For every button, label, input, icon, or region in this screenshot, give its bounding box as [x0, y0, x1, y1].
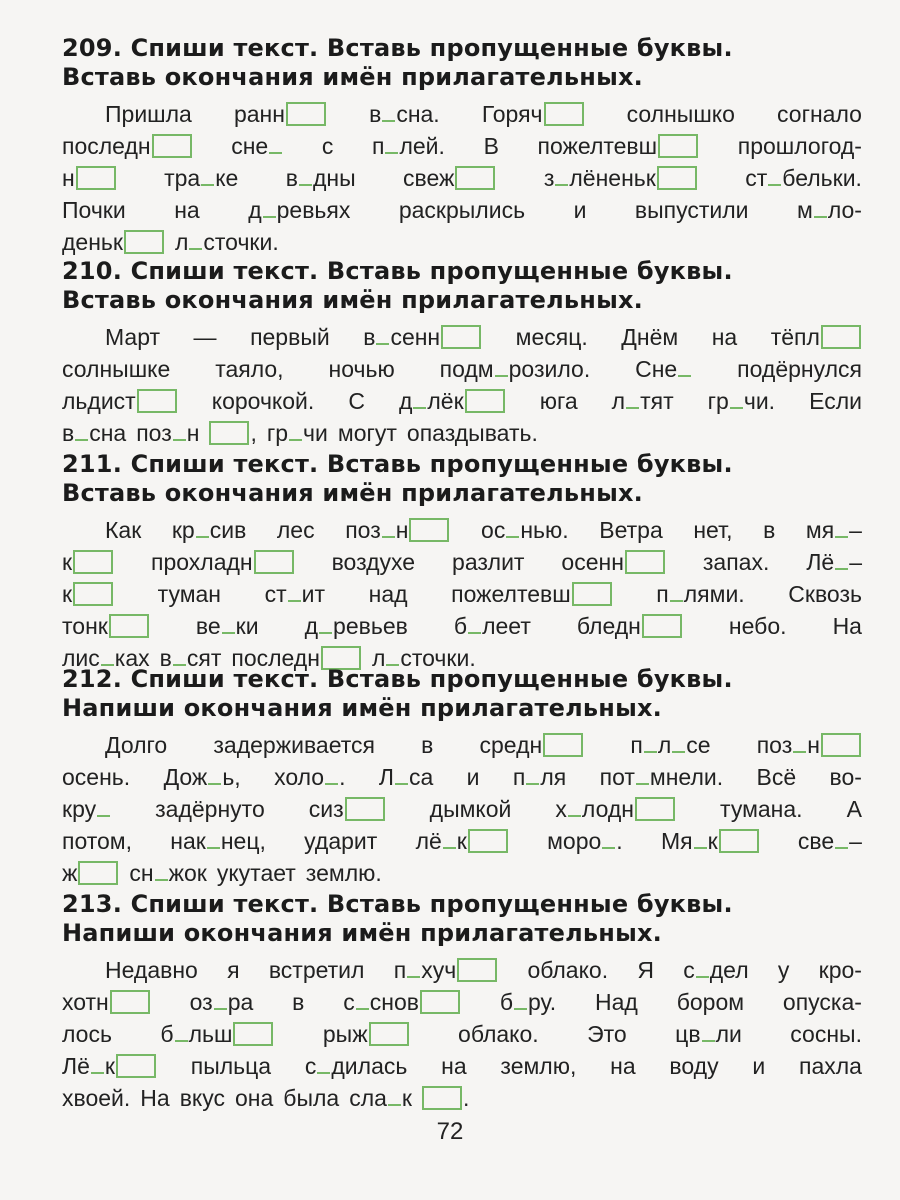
letter-blank [208, 769, 221, 785]
exercise-213 [62, 890, 862, 1114]
word: первый [250, 324, 330, 350]
word: д ревьев [304, 613, 408, 639]
word: пахла [799, 1053, 862, 1079]
ending-blank-box [468, 829, 508, 853]
ending-blank-box [544, 102, 584, 126]
letter-blank [835, 554, 848, 570]
word: в сна. [369, 101, 440, 127]
letter-blank [263, 202, 276, 218]
word: д ревьях [248, 197, 351, 223]
word: тёпл [771, 321, 862, 353]
exercise-text [62, 321, 862, 449]
word: холо . [274, 764, 346, 790]
word: в сят [159, 645, 222, 671]
word: последн [231, 642, 362, 674]
word: в [292, 989, 305, 1015]
word: Сне [635, 353, 692, 385]
ending-blank-box [409, 518, 449, 542]
ending-blank-box [572, 582, 612, 606]
word: све – [797, 828, 862, 854]
word: хотн [62, 986, 151, 1018]
word: кр сив [171, 517, 247, 543]
word: ст ит [264, 581, 326, 607]
word: поз н [757, 729, 862, 761]
letter-blank [388, 1090, 401, 1106]
text-line [62, 825, 862, 857]
word: ст бельки. [745, 165, 862, 191]
word: Недавно [105, 957, 198, 983]
word: Л са [378, 764, 434, 790]
text-line [62, 1018, 862, 1050]
word: пожелтевш [538, 130, 700, 162]
word: пыльца [190, 1053, 272, 1079]
word: она [234, 1085, 274, 1111]
word: На [832, 613, 862, 639]
word: задёрнуто [155, 796, 265, 822]
word: Над [595, 989, 638, 1015]
word: б леет [453, 613, 531, 639]
word: м ло- [797, 197, 862, 223]
word: юга [539, 388, 578, 414]
letter-blank [443, 833, 456, 849]
letter-blank [101, 650, 114, 666]
word: Днём [621, 324, 679, 350]
word: Всё [756, 764, 797, 790]
ending-blank-box [73, 550, 113, 574]
word: разлит [452, 549, 525, 575]
word: была [283, 1085, 340, 1111]
word: поз н [345, 514, 450, 546]
exercise-subtitle: Вставь окончания имён прилагательных. [62, 286, 643, 314]
ending-blank-box [465, 389, 505, 413]
letter-blank [694, 833, 707, 849]
word: л тят [611, 388, 674, 414]
letter-blank [376, 329, 389, 345]
word: Пришла [105, 101, 192, 127]
word: сн жок [129, 860, 207, 886]
ending-blank-box [78, 861, 118, 885]
word: Если [809, 388, 862, 414]
letter-blank [626, 393, 639, 409]
word: Я [637, 957, 654, 983]
word: я [227, 957, 240, 983]
ending-blank-box [657, 166, 697, 190]
letter-blank [214, 994, 227, 1010]
letter-blank [289, 425, 302, 441]
text-line [62, 1050, 862, 1082]
word: лес [276, 517, 315, 543]
text-line [62, 986, 862, 1018]
word: на [610, 1053, 636, 1079]
ending-blank-box [422, 1086, 462, 1110]
letter-blank [91, 1058, 104, 1074]
word: кру [62, 793, 111, 825]
letter-blank [386, 650, 399, 666]
ending-blank-box [76, 166, 116, 190]
word: и [466, 764, 480, 790]
word: встретил [268, 957, 365, 983]
exercise-title: 211. Спиши текст. Вставь пропущенные буквы. [62, 450, 733, 478]
text-line [62, 226, 862, 258]
text-line [62, 729, 862, 761]
ending-blank-box [719, 829, 759, 853]
text-line [62, 194, 862, 226]
letter-blank [317, 1058, 330, 1074]
exercise-text [62, 98, 862, 258]
text-line [62, 98, 862, 130]
letter-blank [768, 170, 781, 186]
word: ранн [234, 98, 327, 130]
exercise-title: 210. Спиши текст. Вставь пропущенные буквы. [62, 257, 733, 285]
word: нак нец, [170, 828, 266, 854]
letter-blank [702, 1026, 715, 1042]
ending-blank-box [821, 325, 861, 349]
ending-blank-box [369, 1022, 409, 1046]
letter-blank [269, 138, 282, 154]
ending-blank-box [457, 958, 497, 982]
word: у [777, 957, 790, 983]
word: выпустили [634, 197, 749, 223]
exercise-212 [62, 665, 862, 889]
word: — [193, 324, 217, 350]
text-line [62, 162, 862, 194]
word: свеж [403, 162, 496, 194]
ending-blank-box [625, 550, 665, 574]
word: деньк [62, 226, 165, 258]
letter-blank [196, 522, 209, 538]
letter-blank [644, 737, 657, 753]
word: л сточки. [174, 229, 279, 255]
word: лось [62, 1021, 112, 1047]
word: Ветра [599, 517, 663, 543]
word: гр чи [266, 420, 328, 446]
exercise-210 [62, 257, 862, 449]
word: солнышке [62, 356, 171, 382]
word: Лё к [62, 1050, 157, 1082]
word: ос нью. [481, 517, 569, 543]
text-line [62, 578, 862, 610]
letter-blank [514, 994, 527, 1010]
word: осень. [62, 764, 131, 790]
text-line [62, 546, 862, 578]
letter-blank [670, 586, 683, 602]
ending-blank-box [109, 614, 149, 638]
word: корочкой. [211, 388, 315, 414]
word: и [573, 197, 587, 223]
letter-blank [222, 618, 235, 634]
word: подм розило. [439, 356, 591, 382]
ending-blank-box [642, 614, 682, 638]
letter-blank [636, 769, 649, 785]
exercise-text [62, 514, 862, 674]
word: д лёк [399, 385, 506, 417]
ending-blank-box [116, 1054, 156, 1078]
letter-blank [468, 618, 481, 634]
letter-blank [382, 106, 395, 122]
word: воздухе [331, 549, 416, 575]
letter-blank [356, 994, 369, 1010]
word: укутает [216, 860, 296, 886]
text-line [62, 857, 862, 889]
word: с дел [683, 957, 749, 983]
ending-blank-box [152, 134, 192, 158]
word: в дны [285, 165, 356, 191]
exercise-subtitle: Вставь окончания имён прилагательных. [62, 479, 643, 507]
text-line [62, 385, 862, 417]
word: осенн [561, 546, 666, 578]
text-line [62, 321, 862, 353]
exercise-subtitle: Вставь окончания имён прилагательных. [62, 63, 643, 91]
word: и [752, 1053, 766, 1079]
exercise-subtitle: Напиши окончания имён прилагательных. [62, 694, 662, 722]
word: нет, [693, 517, 733, 543]
letter-blank [189, 234, 202, 250]
word: ударит [304, 828, 378, 854]
word: сла к . [349, 1085, 470, 1111]
word: л сточки. [371, 645, 476, 671]
word: лис ках [62, 645, 150, 671]
letter-blank [814, 202, 827, 218]
ending-blank-box [455, 166, 495, 190]
word: рыж [323, 1018, 410, 1050]
letter-blank [526, 769, 539, 785]
word: с дилась [304, 1053, 408, 1079]
word: п ля [512, 764, 567, 790]
word: пожелтевш [451, 578, 613, 610]
exercise-211 [62, 450, 862, 674]
word: воду [669, 1053, 719, 1079]
word: Как [105, 517, 142, 543]
letter-blank [175, 1026, 188, 1042]
word: Горяч [482, 98, 585, 130]
word: п лями. [656, 581, 745, 607]
letter-blank [201, 170, 214, 186]
word: прошлогод- [737, 133, 862, 159]
letter-blank [385, 138, 398, 154]
word: опуска- [782, 989, 862, 1015]
word: п лей. [372, 133, 445, 159]
word: над [368, 581, 408, 607]
letter-blank [506, 522, 519, 538]
word: сне [231, 130, 283, 162]
word: раскрылись [398, 197, 526, 223]
letter-blank [696, 962, 709, 978]
word: з лёненьк [544, 162, 698, 194]
word: Мя к [661, 825, 760, 857]
word: землю. [305, 860, 382, 886]
ending-blank-box [635, 797, 675, 821]
word: прохладн [151, 546, 295, 578]
word: сиз [309, 793, 386, 825]
exercise-209 [62, 34, 862, 258]
exercise-title: 213. Спиши текст. Вставь пропущенные буквы. [62, 890, 733, 918]
exercise-text [62, 729, 862, 889]
letter-blank [288, 586, 301, 602]
letter-blank [173, 650, 186, 666]
text-line [62, 353, 862, 385]
letter-blank [75, 425, 88, 441]
word: С [348, 388, 365, 414]
letter-blank [325, 769, 338, 785]
word: ж [62, 857, 119, 889]
letter-blank [495, 361, 508, 377]
word: лё к [416, 825, 509, 857]
word: в [763, 517, 776, 543]
word: на [441, 1053, 467, 1079]
exercise-title: 212. Спиши текст. Вставь пропущенные буквы. [62, 665, 733, 693]
word: ночью [328, 356, 395, 382]
word: б льш [160, 1018, 274, 1050]
word: сосны. [790, 1021, 862, 1047]
letter-blank [299, 170, 312, 186]
word: Лё – [806, 549, 862, 575]
letter-blank [407, 962, 420, 978]
word: подёрнулся [737, 356, 862, 382]
ending-blank-box [821, 733, 861, 757]
word: средн [480, 729, 585, 761]
word: с снов [343, 986, 461, 1018]
letter-blank [207, 833, 220, 849]
word: вкус [179, 1085, 225, 1111]
word: туман [157, 581, 221, 607]
word: оз ра [189, 989, 254, 1015]
ending-blank-box [658, 134, 698, 158]
word: поз н , [136, 420, 257, 446]
word: В [483, 133, 499, 159]
letter-blank [173, 425, 186, 441]
word: с [321, 133, 334, 159]
letter-blank [793, 737, 806, 753]
letter-blank [97, 801, 110, 817]
letter-blank [382, 522, 395, 538]
word: во- [829, 764, 862, 790]
word: потом, [62, 828, 133, 854]
word: хвоей. [62, 1085, 131, 1111]
word: к [62, 578, 114, 610]
word: таяло, [215, 356, 284, 382]
letter-blank [319, 618, 332, 634]
word: Долго [105, 732, 168, 758]
word: солнышко [626, 101, 735, 127]
word: в сенн [363, 321, 482, 353]
word: Дож ь, [163, 764, 241, 790]
letter-blank [602, 833, 615, 849]
ending-blank-box [543, 733, 583, 757]
letter-blank [568, 801, 581, 817]
word: дымкой [429, 796, 512, 822]
ending-blank-box [345, 797, 385, 821]
letter-blank [555, 170, 568, 186]
letter-blank [835, 833, 848, 849]
word: последн [62, 130, 193, 162]
word: тонк [62, 610, 150, 642]
word: цв ли [675, 1021, 742, 1047]
letter-blank [678, 361, 691, 377]
text-line [62, 761, 862, 793]
text-line [62, 793, 862, 825]
word: облако. [458, 1021, 539, 1047]
letter-blank [672, 737, 685, 753]
word: п л се [630, 732, 711, 758]
exercise-subtitle: Напиши окончания имён прилагательных. [62, 919, 662, 947]
word: в сна [62, 420, 127, 446]
letter-blank [730, 393, 743, 409]
word: бледн [577, 610, 683, 642]
text-line [62, 417, 862, 449]
ending-blank-box [137, 389, 177, 413]
word: На [140, 1085, 170, 1111]
word: запах. [702, 549, 770, 575]
word: моро . [547, 828, 623, 854]
exercise-title: 209. Спиши текст. Вставь пропущенные буквы. [62, 34, 733, 62]
word: б ру. [499, 989, 557, 1015]
word: Почки [62, 197, 126, 223]
word: задерживается [213, 732, 375, 758]
ending-blank-box [124, 230, 164, 254]
word: тра ке [164, 165, 239, 191]
word: опаздывать. [406, 420, 538, 446]
ending-blank-box [254, 550, 294, 574]
word: А [846, 796, 862, 822]
word: гр чи. [707, 388, 776, 414]
letter-blank [835, 522, 848, 538]
text-line [62, 130, 862, 162]
letter-blank [155, 865, 168, 881]
text-line [62, 514, 862, 546]
word: мя – [805, 517, 862, 543]
ending-blank-box [233, 1022, 273, 1046]
word: к [62, 546, 114, 578]
word: в [421, 732, 434, 758]
word: небо. [728, 613, 787, 639]
word: ве ки [195, 613, 259, 639]
word: бором [676, 989, 745, 1015]
word: н [62, 162, 117, 194]
text-line [62, 954, 862, 986]
word: месяц. [515, 324, 588, 350]
word: на [711, 324, 738, 350]
word: льдист [62, 385, 178, 417]
letter-blank [395, 769, 408, 785]
text-line [62, 1082, 862, 1114]
word: п хуч [394, 954, 498, 986]
exercise-text [62, 954, 862, 1114]
text-line [62, 610, 862, 642]
ending-blank-box [420, 990, 460, 1014]
ending-blank-box [73, 582, 113, 606]
ending-blank-box [209, 421, 249, 445]
word: на [174, 197, 200, 223]
page-number: 72 [436, 1118, 464, 1145]
word: кро- [818, 957, 862, 983]
ending-blank-box [286, 102, 326, 126]
word: согнало [777, 101, 862, 127]
word: землю, [500, 1053, 577, 1079]
word: Март [105, 324, 161, 350]
ending-blank-box [441, 325, 481, 349]
word: х лодн [555, 793, 676, 825]
word: Сквозь [788, 581, 862, 607]
word: пот мнели. [599, 764, 724, 790]
word: тумана. [720, 796, 803, 822]
word: могут [337, 420, 397, 446]
word: облако. [527, 957, 609, 983]
ending-blank-box [110, 990, 150, 1014]
letter-blank [413, 393, 426, 409]
word: Это [587, 1021, 627, 1047]
